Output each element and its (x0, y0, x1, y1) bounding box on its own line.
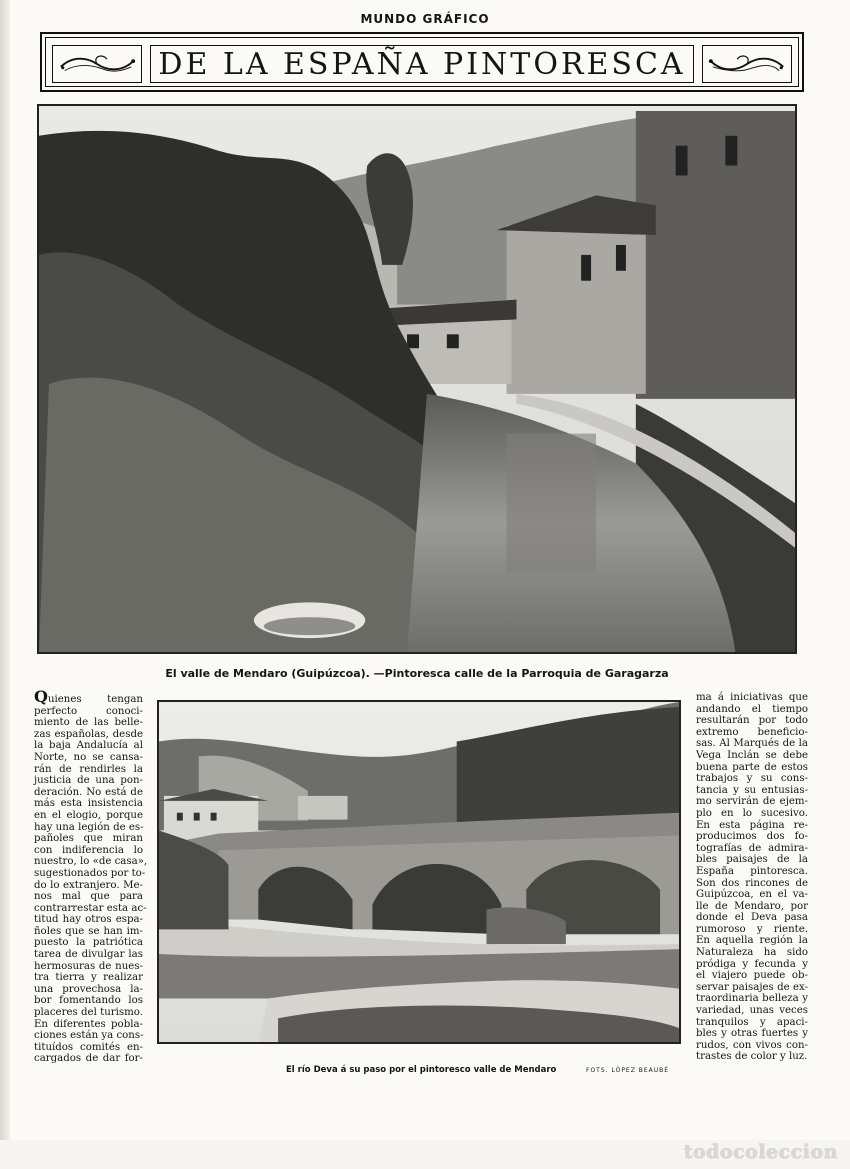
article-line: rán de rendirles la (34, 763, 143, 775)
article-line: deración. No está de (34, 786, 143, 798)
article-line: servar paisajes de ex- (696, 981, 808, 993)
drop-cap: Q (34, 687, 48, 706)
article-line: variedad, unas veces (696, 1005, 808, 1017)
article-left-column (34, 687, 148, 1065)
article-line: traordinaria belleza y (696, 993, 808, 1005)
article-line: do lo extranjero. Me- (34, 879, 143, 891)
article-line: placeres del turismo. (34, 1007, 143, 1019)
article-line: bles y otras fuertes y (696, 1028, 808, 1040)
top-photo-caption: El valle de Mendaro (Guipúzcoa). —Pintoresca calle de la Parroquia de Garagarza (165, 667, 669, 680)
article-line: Son dos rincones de (696, 877, 808, 889)
title-banner (40, 32, 804, 92)
article-line: zas españolas, desde (34, 728, 143, 740)
banner-inner-frame (45, 37, 799, 87)
article-line: sugestionados por to- (34, 867, 146, 879)
article-line: extremo beneficio- (696, 726, 808, 738)
article-line: producimos dos fo- (696, 831, 808, 843)
article-line: bles paisajes de la (696, 854, 808, 866)
article-line: trabajos y su cons- (696, 773, 808, 785)
photo-stone-bridge (157, 700, 681, 1044)
article-line: En aquella región la (696, 935, 808, 947)
article-line: tancia y su entusias- (696, 784, 808, 796)
article-line: hermosuras de nues- (34, 960, 143, 972)
article-line: andando el tiempo (696, 703, 808, 715)
article-line: Vega Inclán se debe (696, 749, 808, 761)
article-line: nos mal que para (34, 891, 143, 903)
article-line: mo servirán de ejem- (696, 796, 808, 808)
article-line: con indiferencia lo (34, 844, 143, 856)
article-line: titud hay otros espa- (34, 914, 143, 926)
article-line: en el elogio, porque (34, 809, 143, 821)
article-line: tografías de admira- (696, 842, 808, 854)
article-line: cargados de dar for- (34, 1053, 143, 1065)
article-line: tra tierra y realizar (34, 972, 143, 984)
page-edge-shadow (0, 0, 10, 1169)
page-title: DE LA ESPAÑA PINTORESCA (158, 46, 686, 82)
title-box (150, 45, 694, 83)
article-line: la baja Andalucía al (34, 740, 143, 752)
article-line: más esta insistencia (34, 798, 143, 810)
right-ornament-icon (702, 45, 792, 83)
article-line: rumoroso y riente. (696, 923, 808, 935)
bottom-photo-caption: El río Deva á su paso por el pintoresco valle de Mendaro (286, 1065, 557, 1075)
article-line: lle de Mendaro, por (696, 900, 808, 912)
article-line: En esta página re- (696, 819, 808, 831)
article-line: puesto la patriótica (34, 937, 143, 949)
photo-village-street (37, 104, 797, 654)
watermark-logo: todocoleccion (683, 1141, 838, 1163)
article-line: ciones están ya cons- (34, 1030, 144, 1042)
article-line: nuestro, lo «de casa», (34, 856, 148, 868)
article-line: tituídos comités en- (34, 1041, 143, 1053)
article-line: En diferentes pobla- (34, 1018, 143, 1030)
left-ornament-icon (52, 45, 142, 83)
article-line: buena parte de estos (696, 761, 808, 773)
article-line: tarea de divulgar las (34, 949, 143, 961)
article-line: ma á iniciativas que (696, 692, 808, 703)
article-line: miento de las belle- (34, 717, 143, 729)
article-line: tranquilos y apaci- (696, 1016, 808, 1028)
article-line: plo en lo sucesivo. (696, 807, 808, 819)
article-line: resultarán por todo (696, 715, 808, 727)
article-line: Norte, no se cansa- (34, 751, 143, 763)
article-line: una provechosa la- (34, 983, 143, 995)
article-first-line (34, 687, 143, 706)
article-line: contrarrestar esta ac- (34, 902, 147, 914)
article-line: sas. Al Marqués de la (696, 738, 808, 750)
article-line: Guipúzcoa, en el va- (696, 889, 808, 901)
article-right-column (696, 692, 808, 1063)
article-line: rudos, con vivos con- (696, 1039, 808, 1051)
article-line: perfecto conoci- (34, 705, 143, 717)
article-line: pródiga y fecunda y (696, 958, 808, 970)
article-line: justicia de una pon- (34, 775, 143, 787)
article-line: bor fomentando los (34, 995, 143, 1007)
article-line: ñoles que se han im- (34, 925, 143, 937)
article-first-line-text: uienes tengan (47, 694, 143, 705)
article-line: pañoles que miran (34, 833, 143, 845)
article-line: el viajero puede ob- (696, 970, 808, 982)
article-last-line: trastes de color y luz. (696, 1051, 808, 1063)
article-line: España pintoresca. (696, 865, 808, 877)
photo-credit: FOTS. LÓPEZ BEAUBÉ (586, 1067, 670, 1074)
magazine-name: MUNDO GRÁFICO (360, 12, 490, 26)
article-line: hay una legión de es- (34, 821, 144, 833)
article-line: donde el Deva pasa (696, 912, 808, 924)
article-line: Naturaleza ha sido (696, 947, 808, 959)
